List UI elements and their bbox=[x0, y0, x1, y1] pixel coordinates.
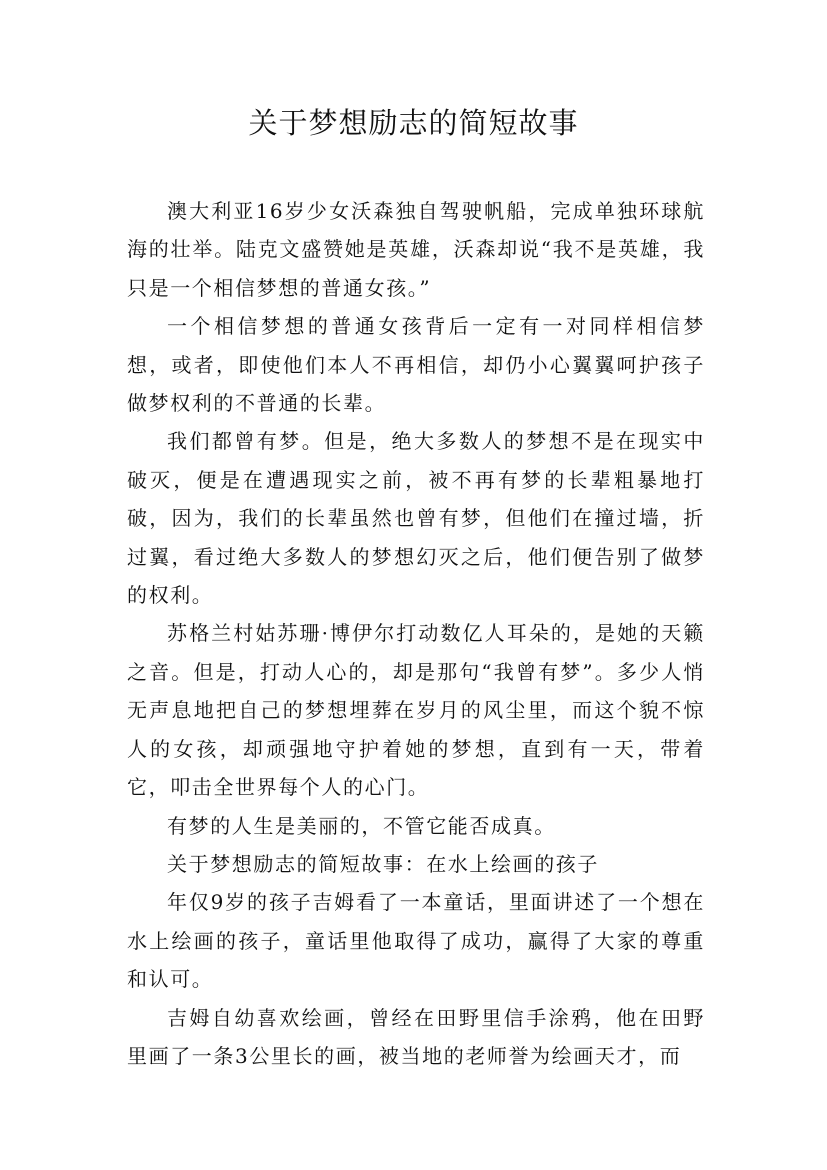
paragraph-5: 有梦的人生是美丽的，不管它能否成真。 bbox=[167, 813, 556, 838]
paragraph-4: 苏格兰村姑苏珊·博伊尔打动数亿人耳朵的，是她的天籁之音。但是，打动人心的，却是那句“我曾有梦”。多少人悄无声息地把自己的梦想埋葬在岁月的风尘里，而这个貌不惊人的女孩，却顽强地守护着她的梦想，直到有一天，带着它，叩击全世界每个人的心门。 bbox=[127, 621, 705, 800]
paragraph-3: 我们都曾有梦。但是，绝大多数人的梦想不是在现实中破灭，便是在遭遇现实之前，被不再有梦的长辈粗暴地打破，因为，我们的长辈虽然也曾有梦，但他们在撞过墙，折过翼，看过绝大多数人的梦想幻灭之后，他们便告别了做梦的权利。 bbox=[127, 429, 705, 608]
document-body bbox=[127, 192, 705, 1075]
paragraph-1: 澳大利亚16岁少女沃森独自驾驶帆船，完成单独环球航海的壮举。陆克文盛赞她是英雄，沃森却说“我不是英雄，我只是一个相信梦想的普通女孩。” bbox=[127, 199, 705, 300]
document-title: 关于梦想励志的简短故事 bbox=[248, 106, 579, 140]
paragraph-2: 一个相信梦想的普通女孩背后一定有一对同样相信梦想，或者，即使他们本人不再相信，却仍小心翼翼呵护孩子做梦权利的不普通的长辈。 bbox=[127, 314, 705, 416]
paragraph-6: 年仅9岁的孩子吉姆看了一本童话，里面讲述了一个想在水上绘画的孩子，童话里他取得了成功，赢得了大家的尊重和认可。 bbox=[127, 890, 705, 992]
section-heading: 关于梦想励志的简短故事：在水上绘画的孩子 bbox=[167, 851, 599, 876]
paragraph-7: 吉姆自幼喜欢绘画，曾经在田野里信手涂鸦，他在田野里画了一条3公里长的画，被当地的老师誉为绘画天才，而 bbox=[127, 1005, 705, 1068]
